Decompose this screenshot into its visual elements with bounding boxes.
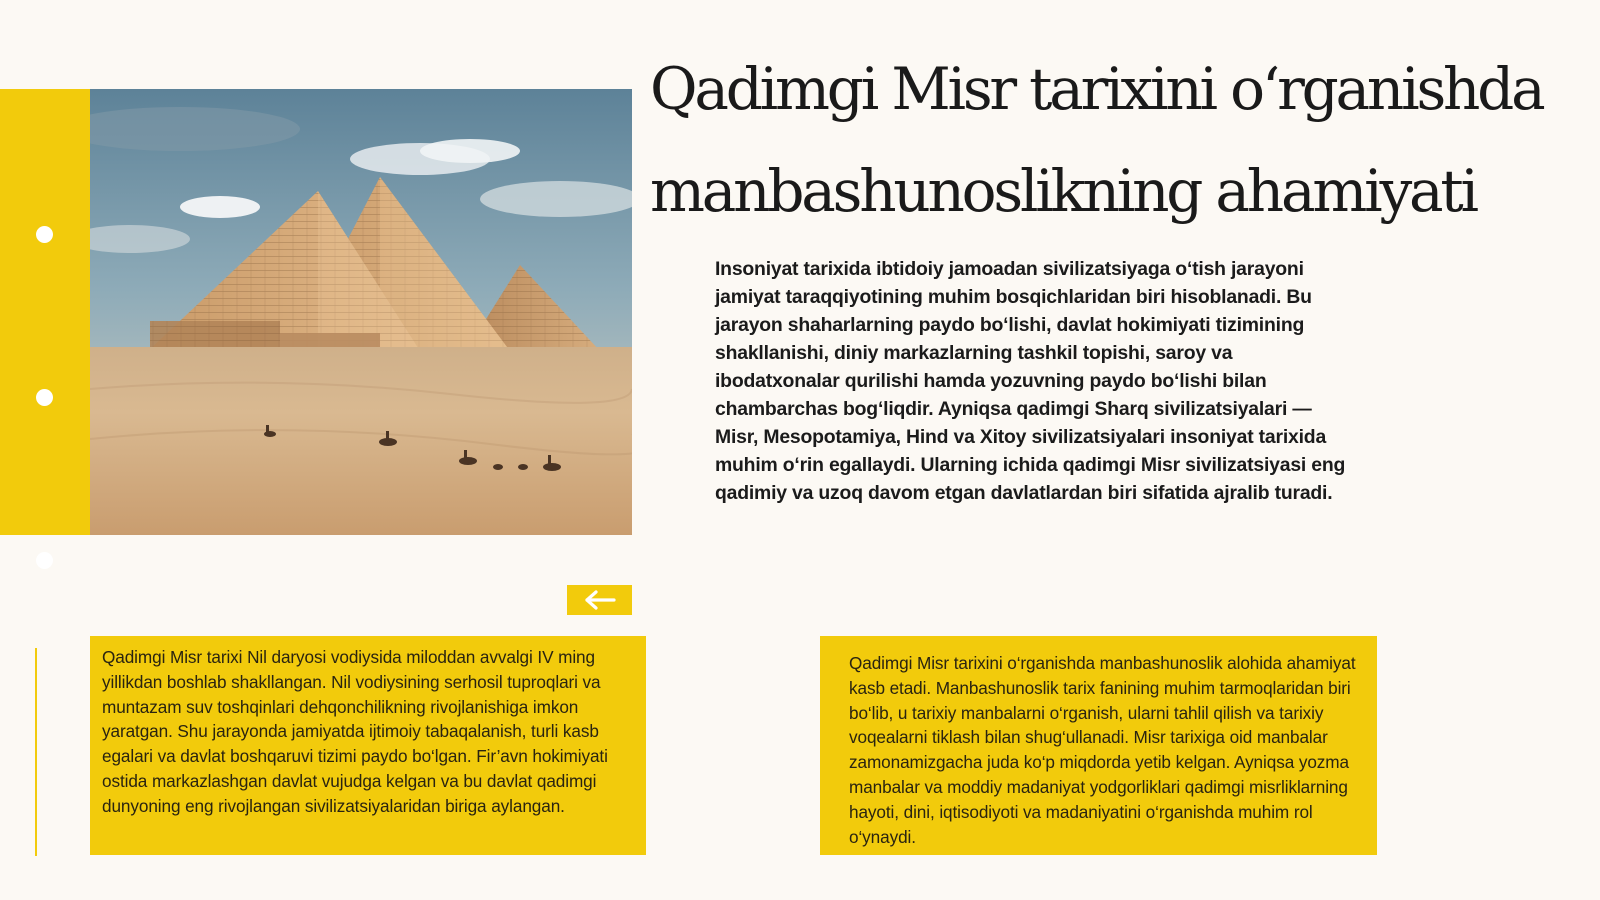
intro-paragraph: Insoniyat tarixida ibtidoiy jamoadan sivilizatsiyaga o‘tish jarayoni jamiyat taraqqiyotining muhim bosqichlaridan biri hisoblanadi. Bu jarayon shaharlarning paydo bo‘lishi, davlat hokimiyati tizimining shakllanishi, diniy markazlarning tashkil topishi, saroy va ibodatxonalar qurilishi hamda yozuvning paydo bo‘lishi bilan chambarchas bog‘liqdir. Ayniqsa qadimgi Sharq sivilizatsiyalari — Misr, Mesopotamiya, Hind va Xitoy sivilizatsiyalari insoniyat tarixida muhim o‘rin egallaydi. Ularning ichida qadimgi Misr sivilizatsiyasi eng qadimiy va uzoq davom etgan davlatlardan biri sifatida ajralib turadi.: [715, 258, 1346, 504]
title-line-2: manbashunoslikning ahamiyati: [650, 157, 1476, 225]
info-box-right-text: Qadimgi Misr tarixini o‘rganishda manbashunoslik alohida ahamiyat kasb etadi. Manbashunoslik tarix fanining muhim tarmoqlaridan biri bo‘lib, u tarixiy manbalarni o‘rganish, ularni tahlil qilish va tarixiy voqealarni tiklash bilan shug‘ullanadi. Misr tarixiga oid manbalar zamonamizgacha juda ko‘p miqdorda yetib kelgan. Ayniqsa yozma manbalar va moddiy madaniyat yodgorliklari qadimgi misrliklarning hayoti, dini, iqtisodiyoti va madaniyatini o‘rganishda muhim rol o‘ynaydi.: [849, 653, 1356, 847]
decor-dot: [36, 389, 53, 406]
arrow-left-icon: [583, 590, 617, 610]
decor-vertical-line: [35, 648, 37, 856]
info-box-right: [820, 636, 1377, 855]
info-box-left: [90, 636, 646, 855]
info-box-left-text: Qadimgi Misr tarixi Nil daryosi vodiysida miloddan avvalgi IV ming yillikdan boshlab shakllangan. Nil vodiysining serhosil tuproqlari va muntazam suv toshqinlari dehqonchilikning rivojlanishiga imkon yaratgan. Shu jarayonda jamiyatda ijtimoiy tabaqalanish, turli kasb egalari va davlat boshqaruvi tizimi paydo bo‘lgan. Fir’avn hokimiyati ostida markazlashgan davlat vujudga kelgan va bu davlat qadimgi dunyoning eng rivojlangan sivilizatsiyalaridan biriga aylangan.: [102, 647, 608, 816]
back-button[interactable]: [567, 585, 632, 615]
decor-dot: [36, 552, 53, 569]
pyramids-photo: [90, 89, 632, 535]
accent-side-strip: [0, 89, 90, 535]
title-line-1: Qadimgi Misr tarixini o‘rganishda: [650, 55, 1543, 123]
page-title: [650, 38, 1590, 242]
decor-dot: [36, 226, 53, 243]
